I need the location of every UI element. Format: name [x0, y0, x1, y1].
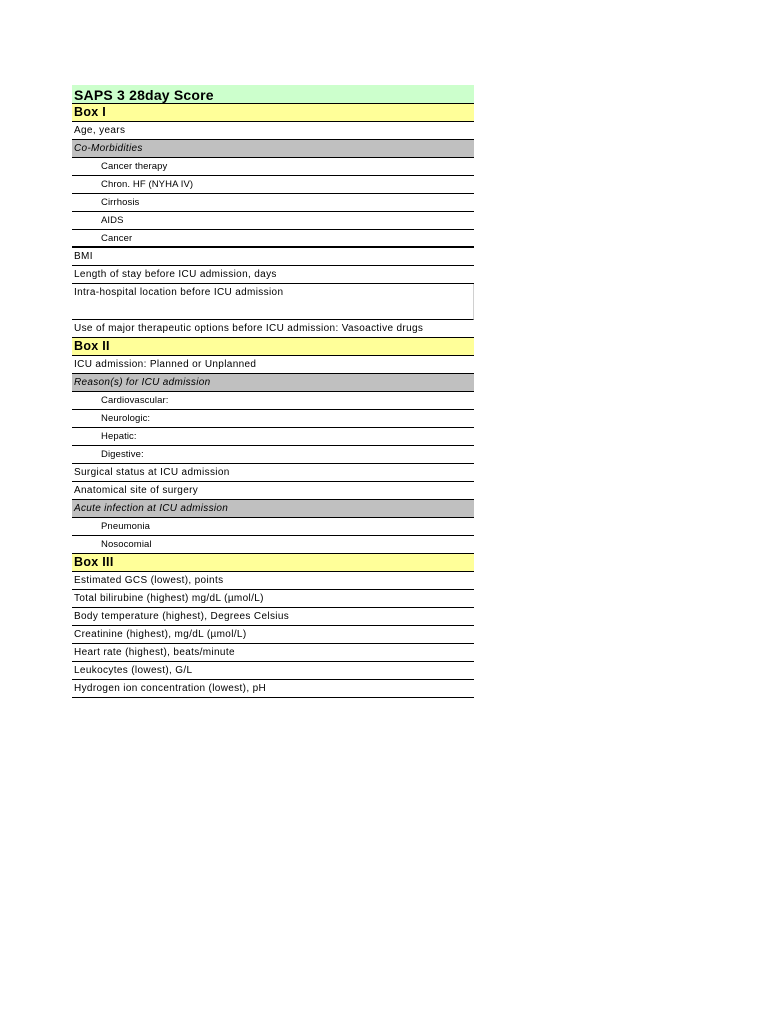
row-pneumonia: Pneumonia	[72, 518, 474, 536]
row-bmi: BMI	[72, 248, 474, 266]
row-surgery-site: Anatomical site of surgery	[72, 482, 474, 500]
row-neurologic: Neurologic:	[72, 410, 474, 428]
box-3-header: Box III	[72, 554, 474, 572]
row-vasoactive-drugs: Use of major therapeutic options before ICU admission: Vasoactive drugs	[72, 320, 474, 338]
box-1-header: Box I	[72, 104, 474, 122]
row-length-of-stay: Length of stay before ICU admission, days	[72, 266, 474, 284]
row-leukocytes: Leukocytes (lowest), G/L	[72, 662, 474, 680]
row-creatinine: Creatinine (highest), mg/dL (µmol/L)	[72, 626, 474, 644]
row-aids: AIDS	[72, 212, 474, 230]
box-2-header: Box II	[72, 338, 474, 356]
row-surgical-status: Surgical status at ICU admission	[72, 464, 474, 482]
row-digestive: Digestive:	[72, 446, 474, 464]
row-age: Age, years	[72, 122, 474, 140]
row-intra-hospital-location: Intra-hospital location before ICU admission	[72, 284, 474, 320]
group-acute-infection: Acute infection at ICU admission	[72, 500, 474, 518]
saps3-worksheet	[72, 85, 474, 698]
row-cardiovascular: Cardiovascular:	[72, 392, 474, 410]
row-nosocomial: Nosocomial	[72, 536, 474, 554]
row-body-temperature: Body temperature (highest), Degrees Celsius	[72, 608, 474, 626]
group-comorbidities: Co-Morbidities	[72, 140, 474, 158]
group-admission-reasons: Reason(s) for ICU admission	[72, 374, 474, 392]
row-cancer: Cancer	[72, 230, 474, 248]
row-hepatic: Hepatic:	[72, 428, 474, 446]
worksheet-title: SAPS 3 28day Score	[72, 85, 474, 104]
row-chronic-hf: Chron. HF (NYHA IV)	[72, 176, 474, 194]
row-cirrhosis: Cirrhosis	[72, 194, 474, 212]
row-ph: Hydrogen ion concentration (lowest), pH	[72, 680, 474, 698]
row-gcs: Estimated GCS (lowest), points	[72, 572, 474, 590]
row-icu-admission-type: ICU admission: Planned or Unplanned	[72, 356, 474, 374]
row-bilirubine: Total bilirubine (highest) mg/dL (µmol/L)	[72, 590, 474, 608]
row-cancer-therapy: Cancer therapy	[72, 158, 474, 176]
row-heart-rate: Heart rate (highest), beats/minute	[72, 644, 474, 662]
